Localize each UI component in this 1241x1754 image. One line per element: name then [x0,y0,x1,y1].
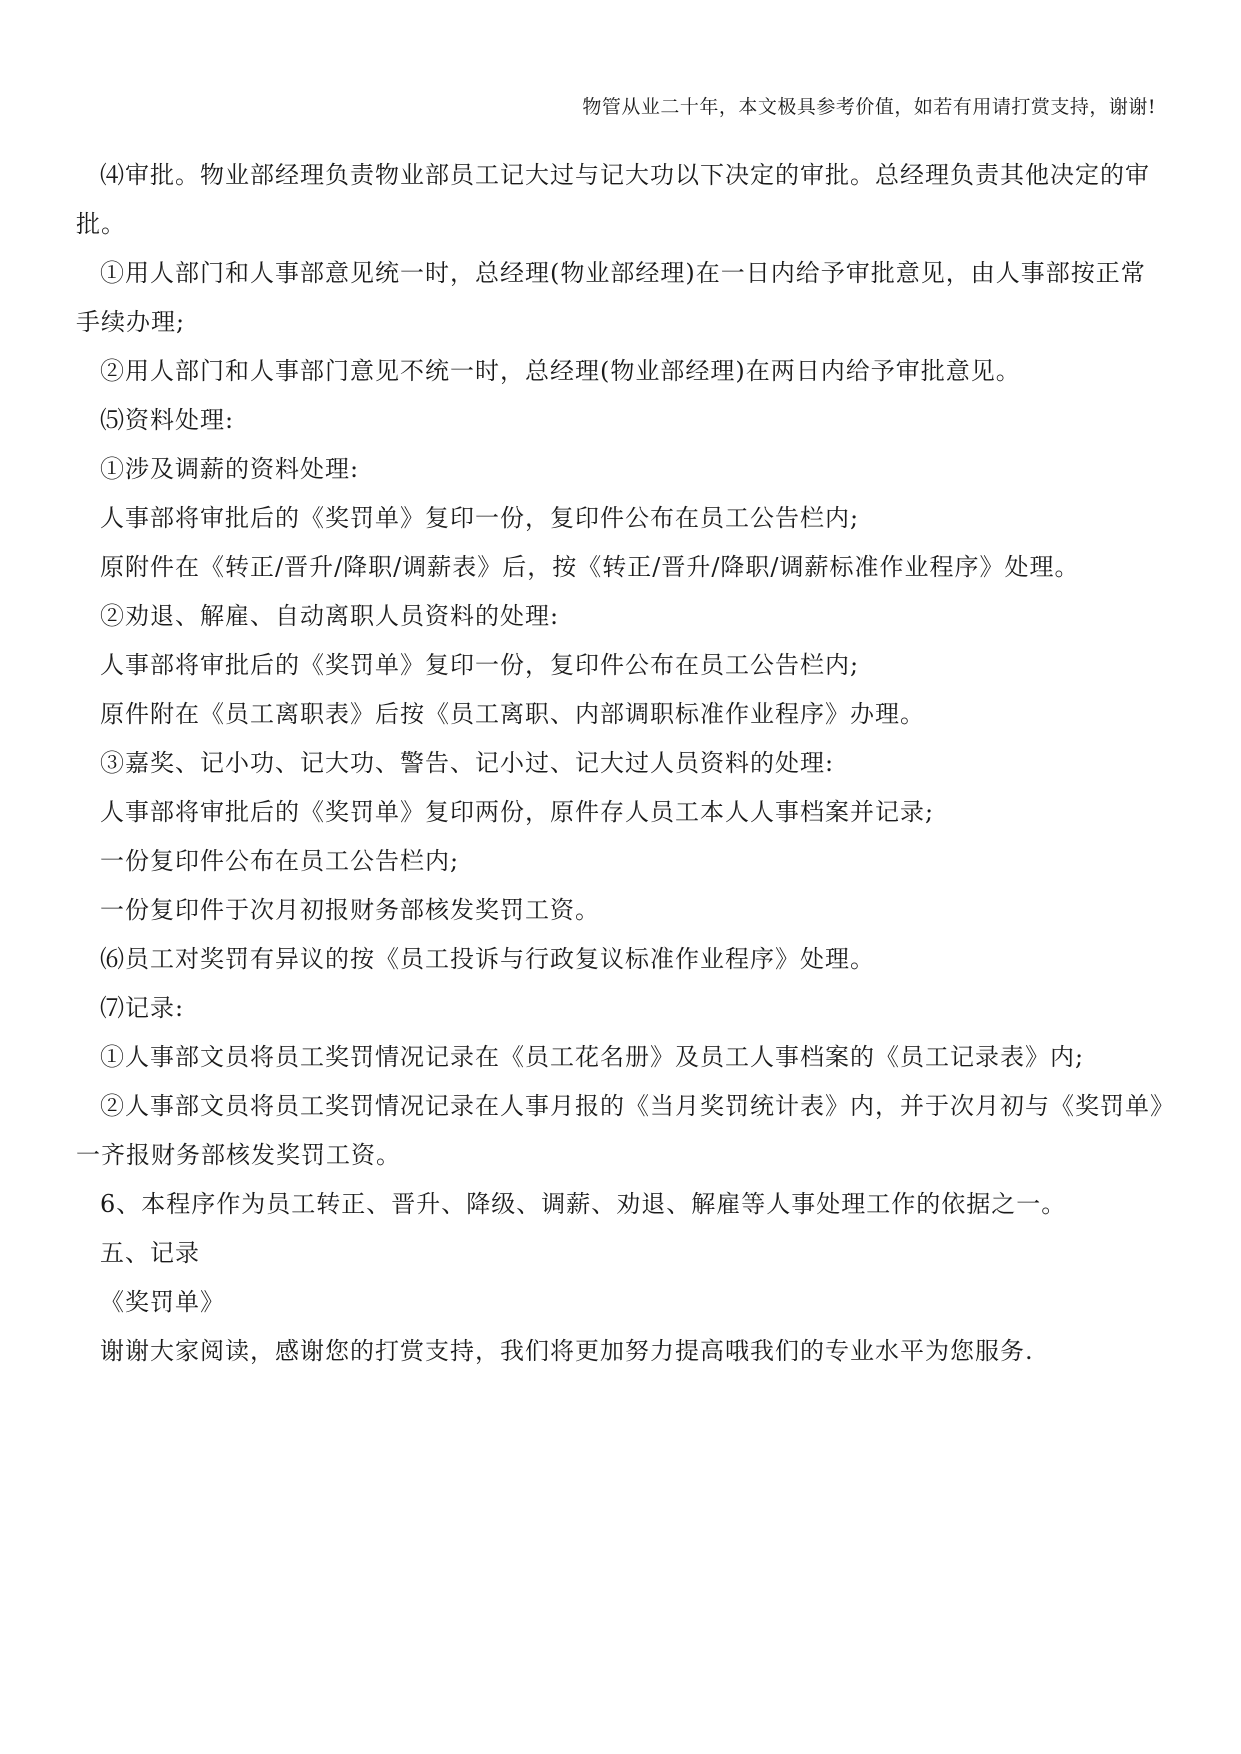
paragraph-dismissal-copy: 人事部将审批后的《奖罚单》复印一份，复印件公布在员工公告栏内; [100,651,860,679]
paragraph-approval-agree: ①用人部门和人事部意见统一时，总经理(物业部经理)在一日内给予审批意见，由人事部按正常手续办理; [76,259,1146,336]
paragraph-record-roster: ①人事部文员将员工奖罚情况记录在《员工花名册》及员工人事档案的《员工记录表》内; [100,1043,1085,1071]
paragraph-approval-disagree: ②用人部门和人事部门意见不统一时，总经理(物业部经理)在两日内给予审批意见。 [100,357,1021,385]
paragraph-salary-copy: 人事部将审批后的《奖罚单》复印一份，复印件公布在员工公告栏内; [100,504,860,532]
paragraph-thanks: 谢谢大家阅读，感谢您的打赏支持，我们将更加努力提高哦我们的专业水平为您服务. [100,1337,1034,1365]
paragraph-dismissal-original: 原件附在《员工离职表》后按《员工离职、内部调职标准作业程序》办理。 [100,700,925,728]
paragraph-salary-adjust: ①涉及调薪的资料处理: [100,455,360,483]
paragraph-approval: ⑷审批。物业部经理负责物业部员工记大过与记大功以下决定的审批。总经理负责其他决定的审批。 [76,161,1150,238]
paragraph-dismissal: ②劝退、解雇、自动离职人员资料的处理: [100,602,560,630]
paragraph-data-processing: ⑸资料处理: [100,406,235,434]
paragraph-salary-attachment: 原附件在《转正/晋升/降职/调薪表》后，按《转正/晋升/降职/调薪标准作业程序》处理。 [100,553,1080,581]
paragraph-awards-notice: 一份复印件公布在员工公告栏内; [100,847,460,875]
section-heading-records: 五、记录 [100,1239,200,1267]
paragraph-procedure-basis: 6、本程序作为员工转正、晋升、降级、调薪、劝退、解雇等人事处理工作的依据之一。 [100,1190,1067,1218]
paragraph-objection: ⑹员工对奖罚有异议的按《员工投诉与行政复议标准作业程序》处理。 [100,945,875,973]
header-note: 物管从业二十年，本文极具参考价值，如若有用请打赏支持，谢谢! [582,96,1156,118]
paragraph-form-name: 《奖罚单》 [100,1288,225,1316]
document-body [76,151,1166,1376]
paragraph-awards-copy: 人事部将审批后的《奖罚单》复印两份，原件存人员工本人人事档案并记录; [100,798,935,826]
paragraph-record-heading: ⑺记录: [100,994,185,1022]
paragraph-record-monthly: ②人事部文员将员工奖罚情况记录在人事月报的《当月奖罚统计表》内，并于次月初与《奖罚单》一齐报财务部核发奖罚工资。 [76,1092,1163,1169]
paragraph-awards-finance: 一份复印件于次月初报财务部核发奖罚工资。 [100,896,600,924]
paragraph-awards: ③嘉奖、记小功、记大功、警告、记小过、记大过人员资料的处理: [100,749,835,777]
